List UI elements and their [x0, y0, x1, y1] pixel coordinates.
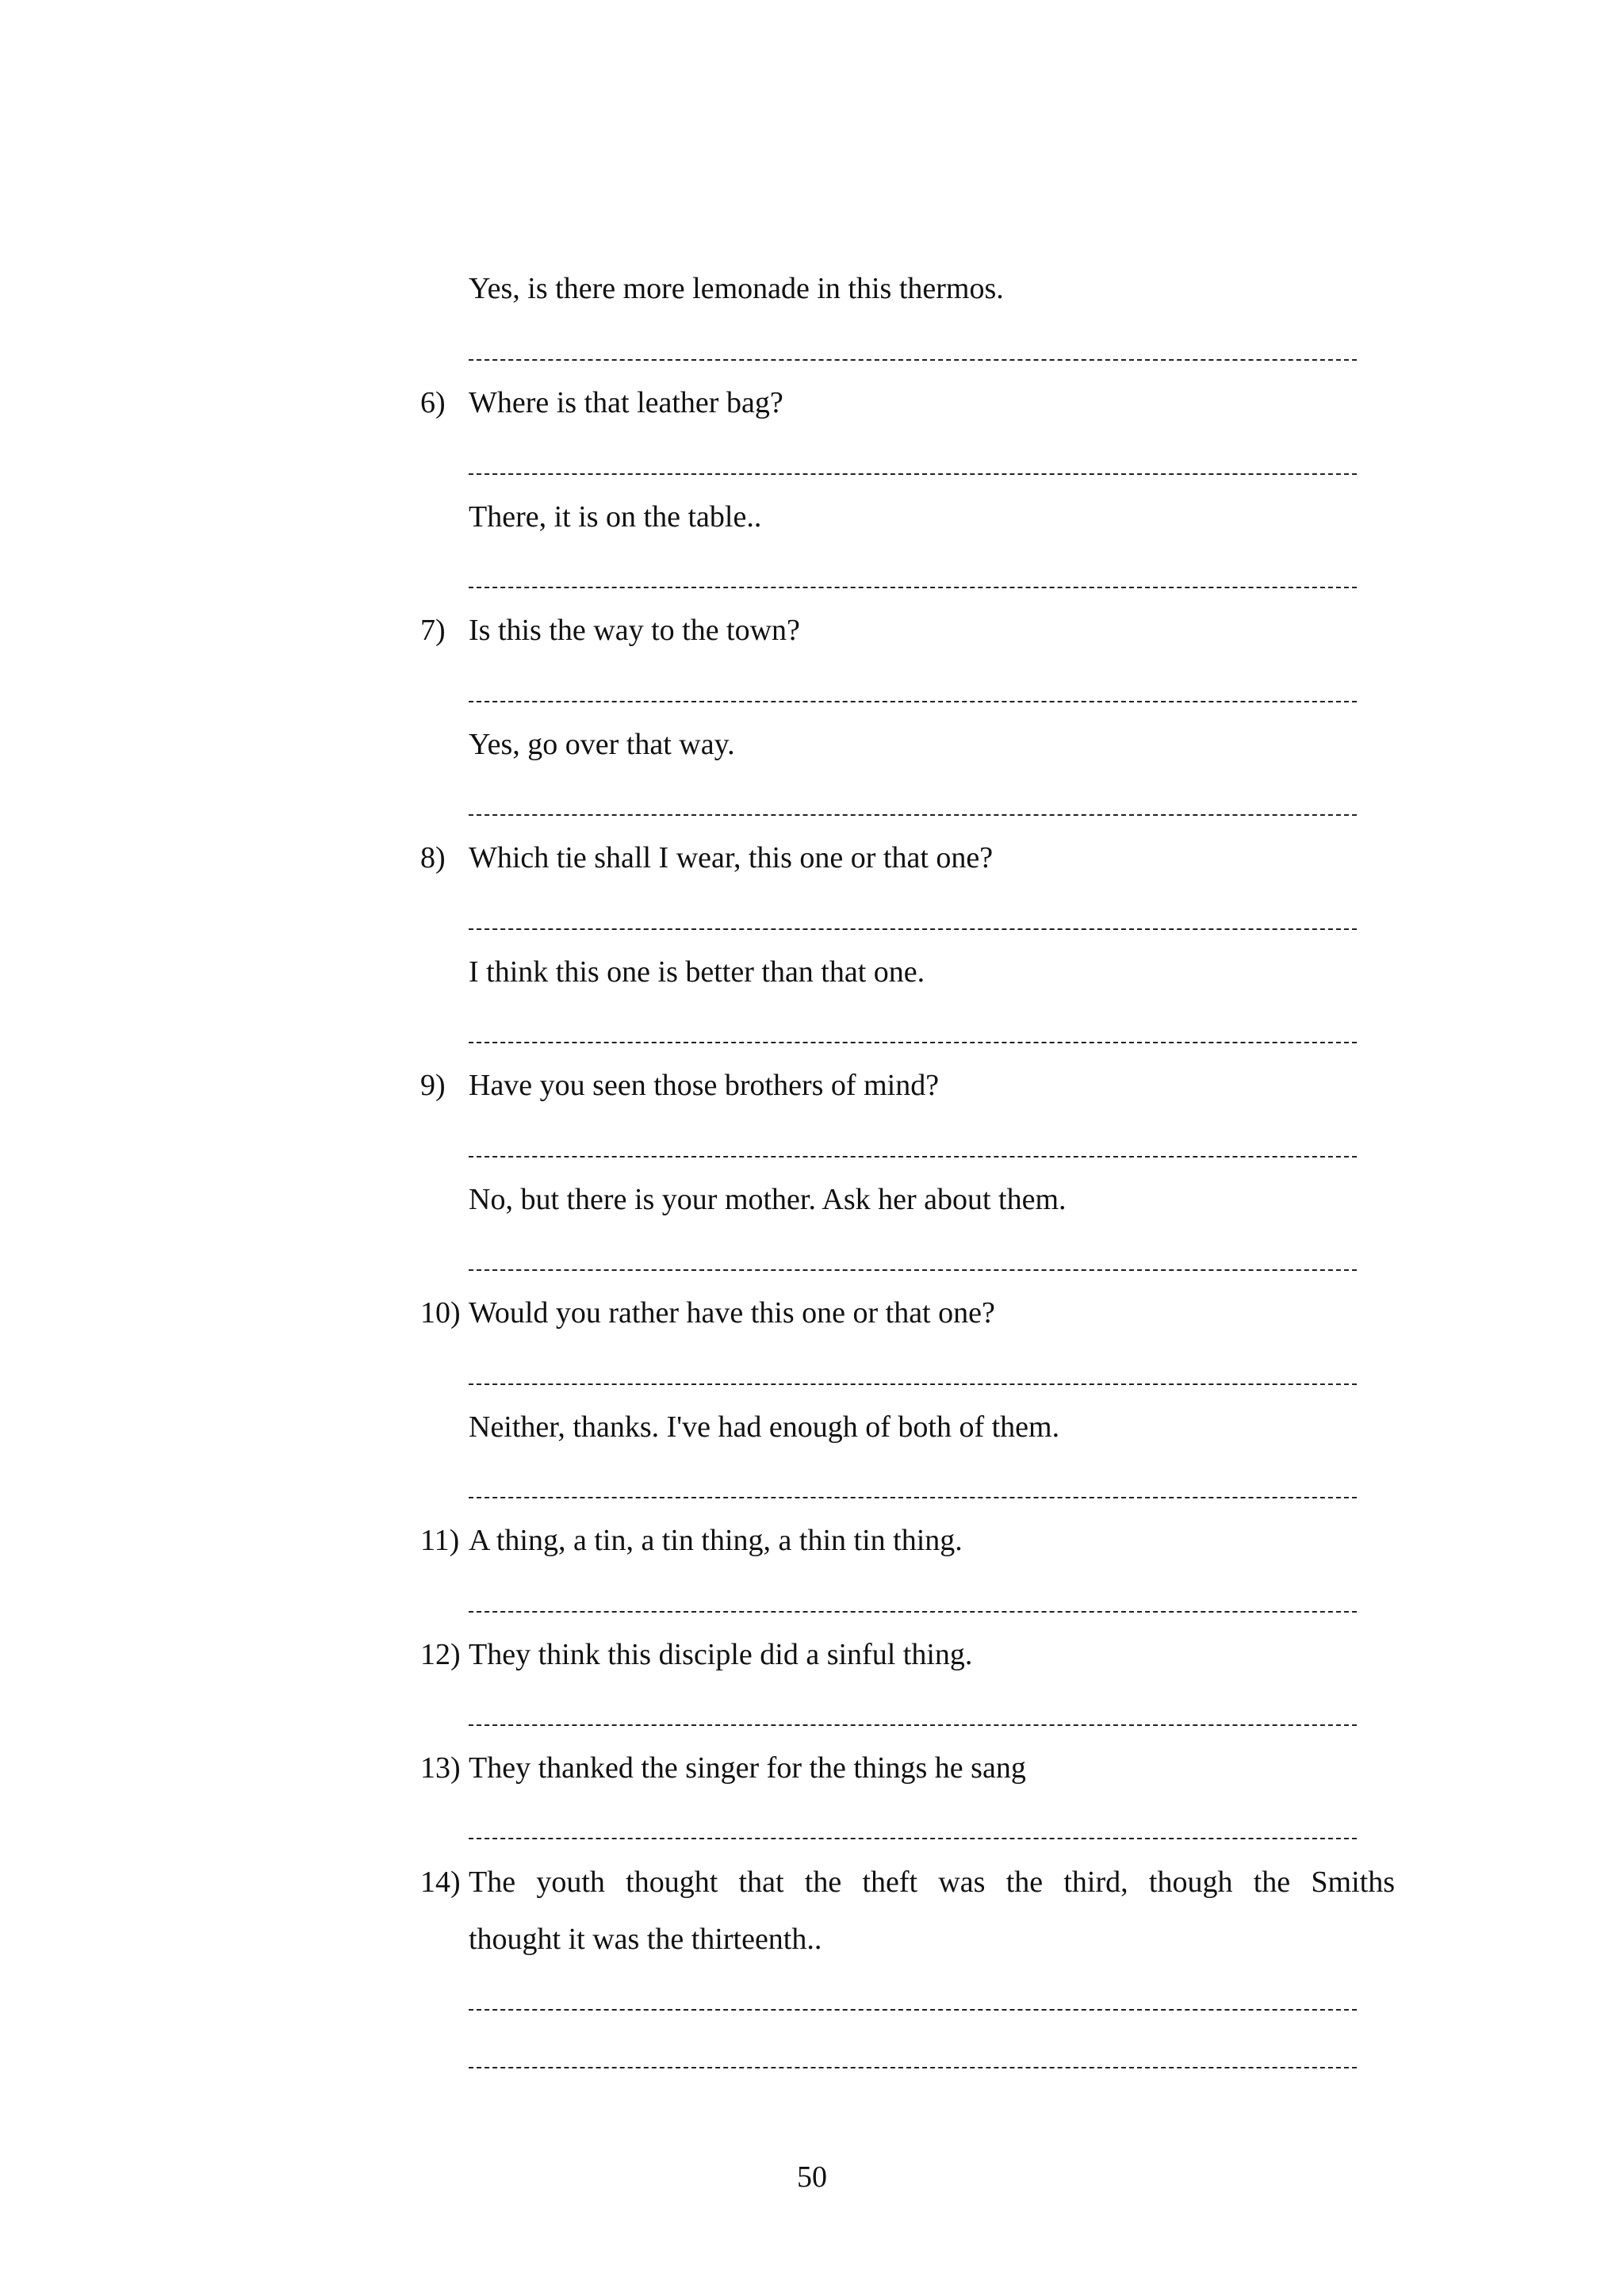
page-number: 50: [797, 2160, 827, 2194]
question-10: Would you rather have this one or that one?: [469, 1296, 995, 1330]
answer-line: [469, 928, 1357, 930]
question-12: They think this disciple did a sinful thing.: [469, 1638, 973, 1671]
question-14-line-1: The youth thought that the theft was the third, though the Smiths: [469, 1866, 1395, 1899]
item-number: 12): [420, 1638, 461, 1671]
item-number: 7): [420, 614, 446, 647]
answer-line: [469, 359, 1357, 361]
question-11: A thing, a tin, a tin thing, a thin tin thing.: [469, 1524, 963, 1557]
answer-9: No, but there is your mother. Ask her about them.: [469, 1183, 1067, 1216]
item-number: 10): [420, 1296, 461, 1330]
answer-8: I think this one is better than that one.: [469, 955, 925, 989]
question-6: Where is that leather bag?: [469, 386, 783, 419]
question-7: Is this the way to the town?: [469, 614, 800, 647]
answer-6: There, it is on the table..: [469, 500, 762, 534]
item-number: 11): [420, 1524, 460, 1557]
item-number: 8): [420, 841, 446, 874]
answer-5: Yes, is there more lemonade in this thermos.: [469, 272, 1004, 305]
answer-line: [469, 473, 1357, 475]
answer-line: [469, 2009, 1357, 2011]
answer-7: Yes, go over that way.: [469, 728, 735, 761]
answer-line: [469, 1611, 1357, 1613]
answer-line: [469, 701, 1357, 702]
answer-line: [469, 1042, 1357, 1043]
answer-line: [469, 1156, 1357, 1158]
item-number: 9): [420, 1069, 446, 1102]
item-number: 6): [420, 386, 446, 419]
answer-10: Neither, thanks. I've had enough of both of them.: [469, 1410, 1060, 1444]
answer-line: [469, 1383, 1357, 1385]
question-8: Which tie shall I wear, this one or that one?: [469, 841, 994, 874]
question-13: They thanked the singer for the things he sang: [469, 1751, 1026, 1785]
answer-line: [469, 814, 1357, 816]
answer-line: [469, 587, 1357, 588]
answer-line: [469, 1838, 1357, 1839]
answer-line: [469, 2067, 1357, 2068]
answer-line: [469, 1269, 1357, 1271]
answer-line: [469, 1497, 1357, 1498]
question-9: Have you seen those brothers of mind?: [469, 1069, 940, 1102]
item-number: 13): [420, 1751, 461, 1785]
item-number: 14): [420, 1866, 461, 1899]
answer-line: [469, 1724, 1357, 1726]
question-14-line-2: thought it was the thirteenth..: [469, 1923, 822, 1956]
